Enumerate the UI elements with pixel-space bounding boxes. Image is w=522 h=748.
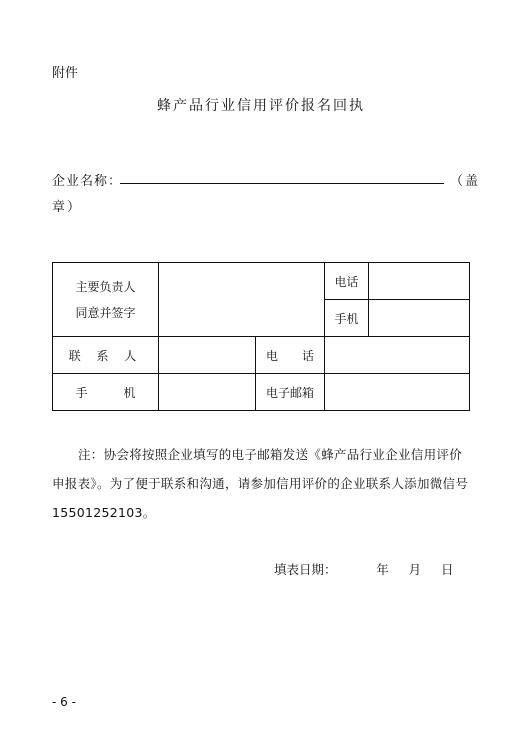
- principal-signature-label: [53, 263, 159, 337]
- email-label: 电子邮箱: [256, 374, 325, 411]
- principal-phone-field[interactable]: [369, 263, 470, 300]
- company-name-label: 企业名称：: [52, 174, 123, 189]
- contact-phone-label: 电 话: [256, 337, 325, 374]
- attachment-label: 附件: [52, 66, 79, 81]
- principal-label-line2: 同意并签字: [75, 305, 136, 320]
- note-paragraph: 注：协会将按照企业填写的电子邮箱发送《蜂产品行业企业信用评价申报表》。为了便于联系和沟通，请参加信用评价的企业联系人添加微信号 15501252103。: [52, 447, 469, 520]
- principal-label-line1: 主要负责人: [75, 279, 136, 294]
- page-number: - 6 -: [52, 695, 76, 709]
- company-name-field[interactable]: [120, 183, 444, 184]
- principal-phone-label: 电话: [325, 263, 369, 300]
- seal-note-line1: （盖: [450, 174, 481, 189]
- document-title: 蜂产品行业信用评价报名回执: [157, 98, 365, 114]
- seal-note-line2: 章）: [52, 200, 83, 215]
- contact-person-label: 联 系 人: [53, 337, 159, 374]
- contact-person-field[interactable]: [159, 337, 256, 374]
- principal-mobile-field[interactable]: [369, 300, 470, 337]
- contact-phone-field[interactable]: [325, 337, 470, 374]
- contact-mobile-label: 手 机: [53, 374, 159, 411]
- registration-table: [52, 262, 470, 411]
- email-field[interactable]: [325, 374, 470, 411]
- principal-signature-field[interactable]: [159, 263, 325, 337]
- principal-mobile-label: 手机: [325, 300, 369, 337]
- contact-mobile-field[interactable]: [159, 374, 256, 411]
- fill-date-line: 填表日期： 年 月 日: [274, 562, 454, 577]
